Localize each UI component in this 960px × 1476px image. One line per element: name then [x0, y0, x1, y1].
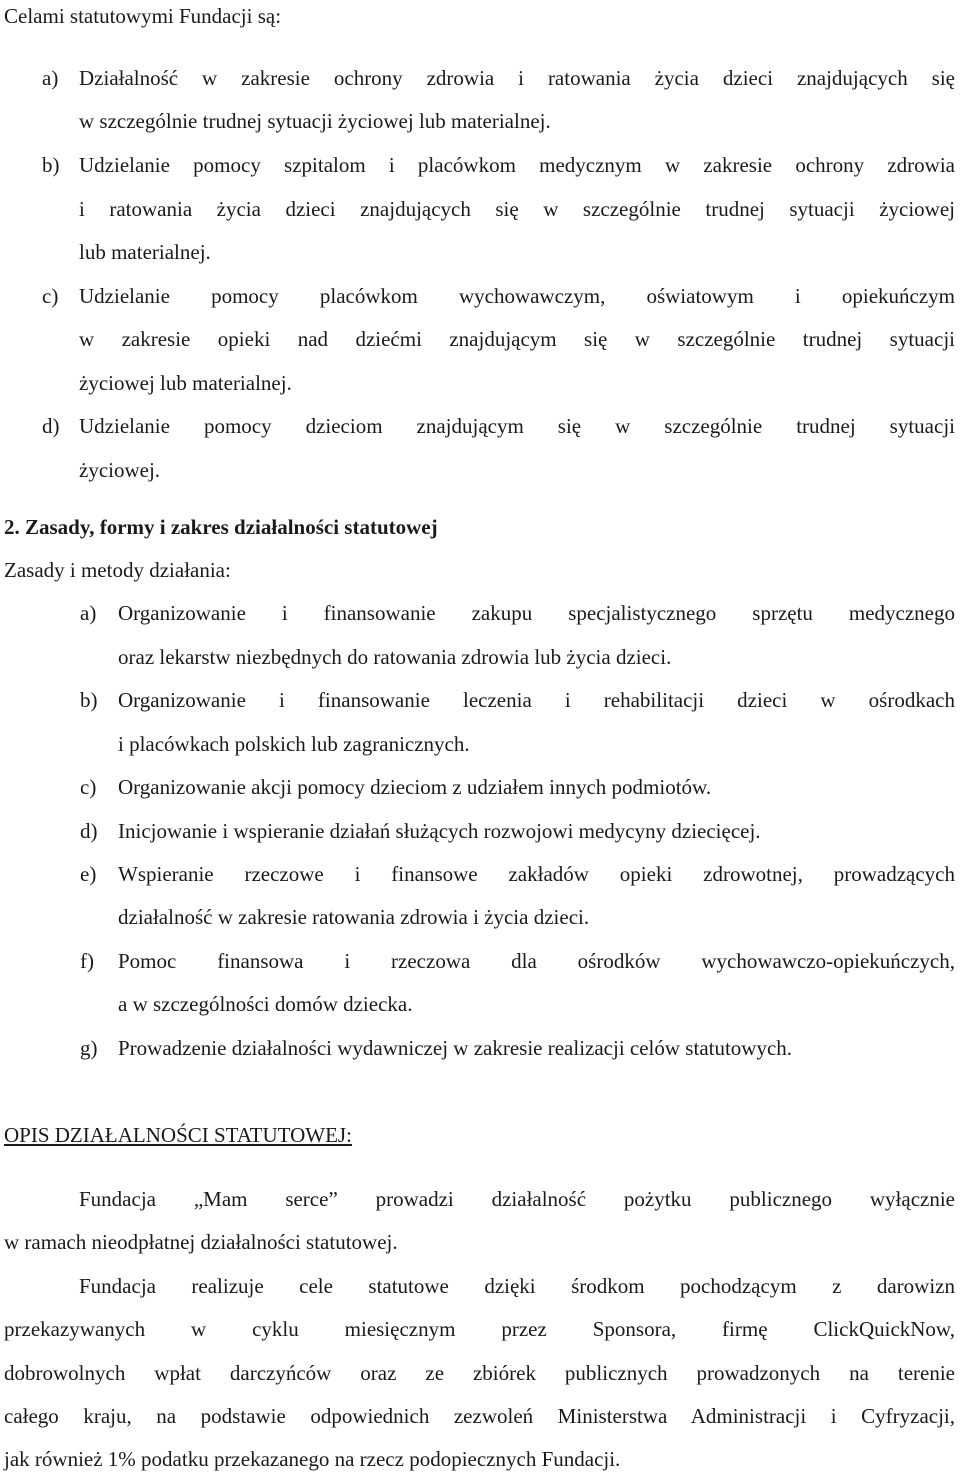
list-item-line: w zakresie opieki nad dziećmi znajdującym się w szczególnie trudnej sytuacji: [79, 327, 955, 351]
list-item-line: Pomoc finansowa i rzeczowa dla ośrodków wychowawczo-opiekuńczych,: [118, 949, 955, 973]
list-label: f): [80, 949, 94, 973]
list-item-line: a w szczególności domów dziecka.: [118, 992, 413, 1016]
list-item-line: Inicjowanie i wspieranie działań służących rozwojowi medycyny dziecięcej.: [118, 819, 761, 843]
list-label: d): [80, 819, 98, 843]
list-item-line: Organizowanie i finansowanie zakupu specjalistycznego sprzętu medycznego: [118, 601, 955, 625]
list-item-line: Udzielanie pomocy dzieciom znajdującym się w szczególnie trudnej sytuacji: [79, 414, 955, 438]
intro-text: Celami statutowymi Fundacji są:: [4, 4, 282, 28]
list-item-line: Organizowanie i finansowanie leczenia i rehabilitacji dzieci w ośrodkach: [118, 688, 955, 712]
list-item-line: i placówkach polskich lub zagranicznych.: [118, 732, 470, 756]
paragraph-line: Fundacja realizuje cele statutowe dzięki środkom pochodzącym z darowizn: [79, 1274, 955, 1298]
methods-intro: Zasady i metody działania:: [4, 558, 231, 582]
list-label: b): [42, 153, 60, 177]
list-label: c): [80, 775, 97, 799]
list-item-line: działalność w zakresie ratowania zdrowia i życia dzieci.: [118, 905, 590, 929]
section-heading: 2. Zasady, formy i zakres działalności statutowej: [4, 515, 438, 539]
list-item-line: Wspieranie rzeczowe i finansowe zakładów opieki zdrowotnej, prowadzących: [118, 862, 955, 886]
list-item-line: i ratowania życia dzieci znajdujących się w szczególnie trudnej sytuacji życiowej: [79, 197, 955, 221]
paragraph-line: przekazywanych w cyklu miesięcznym przez Sponsora, firmę ClickQuickNow,: [4, 1317, 955, 1341]
list-item-line: Działalność w zakresie ochrony zdrowia i ratowania życia dzieci znajdujących się: [79, 66, 955, 90]
list-item-line: oraz lekarstw niezbędnych do ratowania zdrowia lub życia dzieci.: [118, 645, 672, 669]
list-item-line: Organizowanie akcji pomocy dzieciom z udziałem innych podmiotów.: [118, 775, 712, 799]
list-label: a): [80, 601, 97, 625]
list-item-line: Udzielanie pomocy placówkom wychowawczym, oświatowym i opiekuńczym: [79, 284, 955, 308]
paragraph-line: jak również 1% podatku przekazanego na rzecz podopiecznych Fundacji.: [4, 1447, 621, 1471]
paragraph-line: całego kraju, na podstawie odpowiednich zezwoleń Ministerstwa Administracji i Cyfryzacji,: [4, 1404, 955, 1428]
list-label: d): [42, 414, 60, 438]
list-label: g): [80, 1036, 98, 1060]
list-label: a): [42, 66, 59, 90]
opis-heading: OPIS DZIAŁALNOŚCI STATUTOWEJ:: [4, 1123, 352, 1147]
list-item-line: życiowej lub materialnej.: [79, 371, 292, 395]
list-label: b): [80, 688, 98, 712]
list-item-line: Udzielanie pomocy szpitalom i placówkom medycznym w zakresie ochrony zdrowia: [79, 153, 955, 177]
list-label: c): [42, 284, 59, 308]
paragraph-line: w ramach nieodpłatnej działalności statutowej.: [4, 1230, 398, 1254]
list-item-line: w szczególnie trudnej sytuacji życiowej lub materialnej.: [79, 109, 551, 133]
paragraph-line: Fundacja „Mam serce” prowadzi działalność pożytku publicznego wyłącznie: [79, 1187, 955, 1211]
list-item-line: Prowadzenie działalności wydawniczej w zakresie realizacji celów statutowych.: [118, 1036, 793, 1060]
paragraph-line: dobrowolnych wpłat darczyńców oraz ze zbiórek publicznych prowadzonych na terenie: [4, 1361, 955, 1385]
list-item-line: lub materialnej.: [79, 240, 211, 264]
list-item-line: życiowej.: [79, 458, 161, 482]
list-label: e): [80, 862, 97, 886]
